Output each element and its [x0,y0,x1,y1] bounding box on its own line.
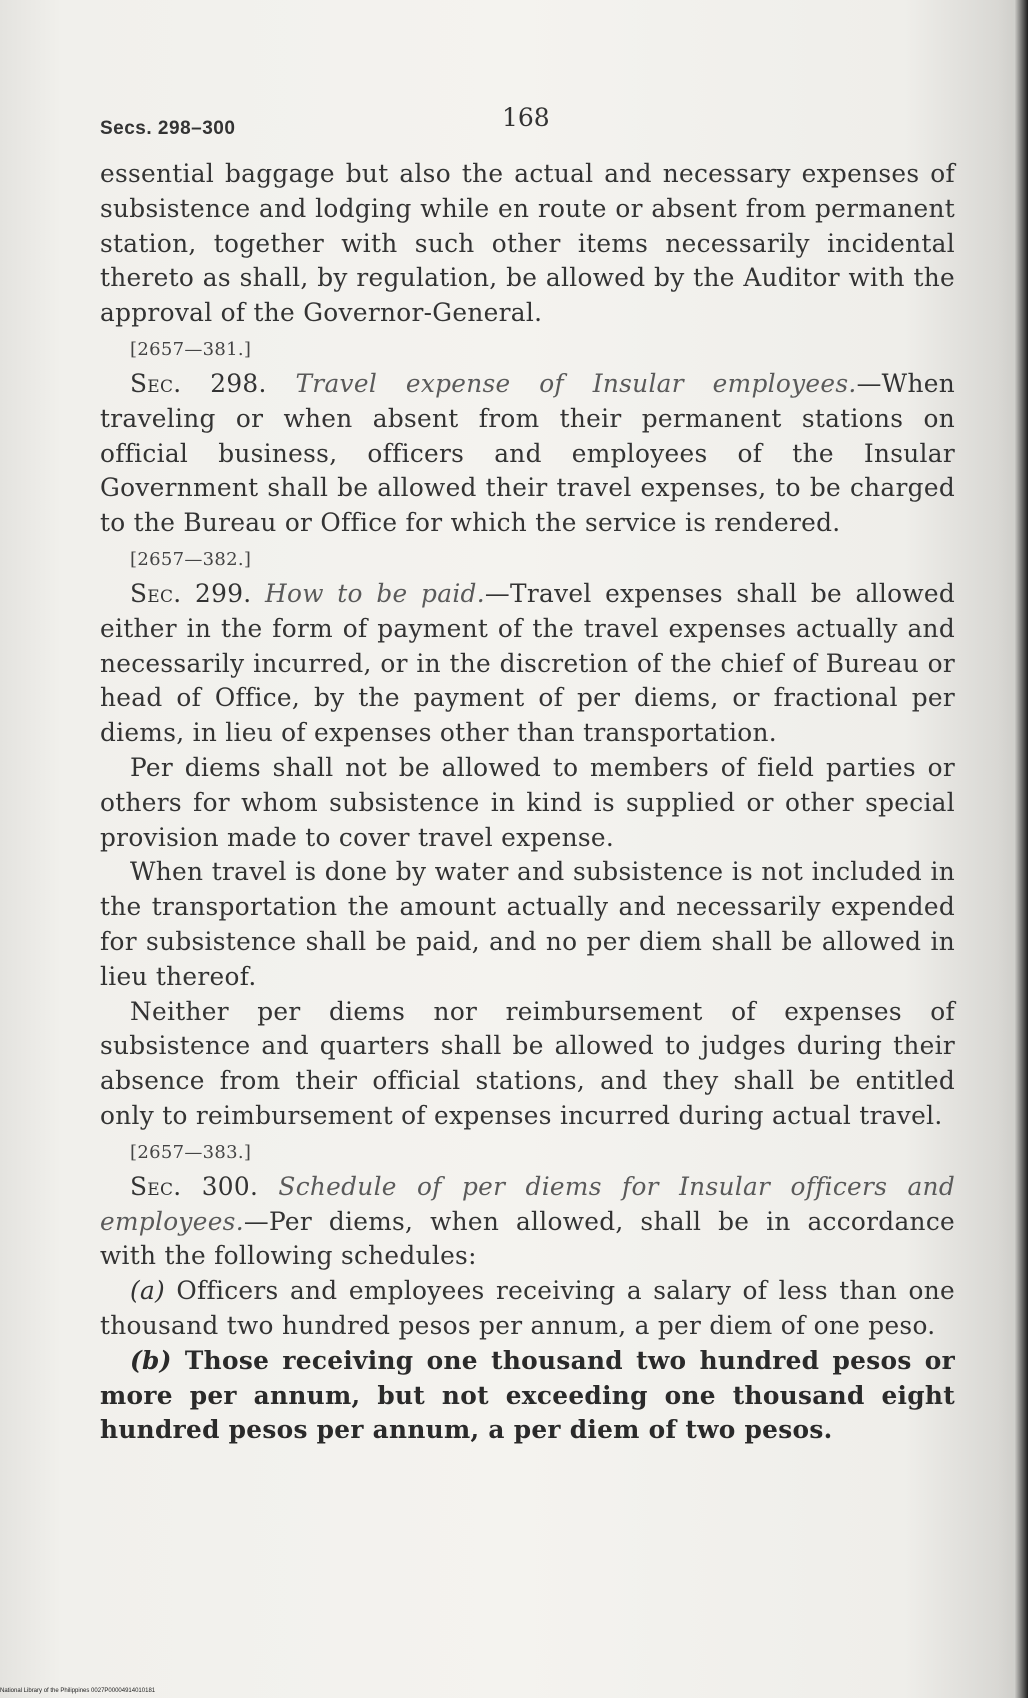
sec-300-item-a [100,1274,955,1344]
sec-298-citation: [2657—381.] [130,338,252,360]
item-b-marker: (b) [130,1345,172,1375]
sec-298-title: Travel expense of Insular employees. [295,368,857,398]
sec-299-para-3: When travel is done by water and subsistence is not included in the transportation the amount actually and necessarily expended for subsistence shall be paid, and no per diem shall be allowed in lieu thereof. [100,857,955,991]
item-a-marker: (a) [130,1276,166,1306]
item-a-text: Officers and employees receiving a salary of less than one thousand two hundred pesos per annum, a per diem of one peso. [100,1276,955,1340]
sec-299-title: How to be paid. [265,578,485,608]
sec-298-body: —When traveling or when absent from their permanent stations on official business, officers and employees of the Insular Government shall be allowed their travel expenses, to be charged to the Bureau or Office for which the service is rendered. [100,368,955,538]
sec-300-paragraph [100,1170,955,1274]
sec-298-label: Sec. 298. [130,368,267,398]
footer-source-line: National Library of the Philippines 0027P00004914010181 [0,1688,156,1694]
sec-299-para-4: Neither per diems nor reimbursement of expenses of subsistence and quarters shall be allowed to judges during their absence from their official stations, and they shall be entitled only to reimbursement of expenses incurred during actual travel. [100,996,955,1130]
item-b-text: Those receiving one thousand two hundred pesos or more per annum, but not exceeding one thousand eight hundred pesos per annum, a per diem of two pesos. [100,1345,955,1445]
sec-300-citation: [2657—383.] [130,1141,252,1163]
page-number: 168 [502,103,550,132]
sec-298-paragraph [100,367,955,541]
sec-299-para-2: Per diems shall not be allowed to members of field parties or others for whom subsistence in kind is supplied or other special provision made to cover travel expense. [100,752,955,852]
sec-299-paragraph [100,577,955,751]
sec-299-citation: [2657—382.] [130,548,252,570]
sec-300-item-b [100,1344,955,1448]
page-body [100,157,955,1448]
sec-300-title: Schedule of per diems for Insular officers and employees. [100,1171,955,1236]
page-edge-shadow [1014,0,1028,1698]
sec-299-label: Sec. 299. [130,578,252,608]
sec-300-label: Sec. 300. [130,1171,259,1201]
section-range-header: Secs. 298–300 [100,118,236,139]
sec-299-body: —Travel expenses shall be allowed either in the form of payment of the travel expenses actually and necessarily incurred, or in the discretion of the chief of Bureau or head of Office, by the payment of per diems, or fractional per diems, in lieu of expenses other than transportation. [100,578,955,748]
intro-paragraph: essential baggage but also the actual and necessary expenses of subsistence and lodging while en route or absent from permanent station, together with such other items necessarily incidental thereto as shall, by regulation, be allowed by the Auditor with the approval of the Governor-General. [100,159,955,328]
sec-300-body: —Per diems, when allowed, shall be in accordance with the following schedules: [100,1206,955,1271]
